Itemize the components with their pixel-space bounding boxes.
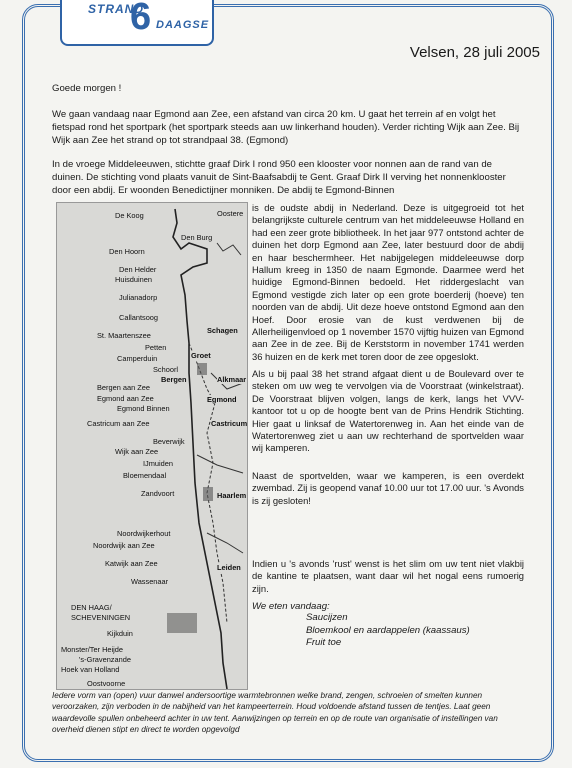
- logo-word-daagse: DAAGSE: [156, 19, 210, 31]
- map-place: Castricum aan Zee: [87, 419, 150, 428]
- map-place: Bloemendaal: [123, 471, 167, 480]
- tent-advice-paragraph: Indien u 's avonds 'rust' wenst is het slim om uw tent niet vlakbij de kantine te plaatsen, want daar wil het nogal eens rumoerig zijn.: [252, 558, 524, 594]
- map-place: 's-Gravenzande: [79, 655, 131, 664]
- map-place: Egmond: [207, 395, 237, 404]
- map-place: Petten: [145, 343, 167, 352]
- directions-paragraph: Als u bij paal 38 het strand afgaat dient u de Boulevard over te steken om uw weg te vervolgen via de Voorstraat (winkelstraat). De Voorstraat blijven volgen, langs de kerk, langs het VVV-kantoor tot u op de hoogte bent van de Prins Hendrik Stichting. Hier gaat u linksaf de Watertorenweg in. Aan het einde van de Watertorenweg ziet u aan uw rechterhand de sportvelden waar wij kamperen.: [252, 368, 524, 454]
- city-block-haarlem: [203, 487, 213, 501]
- safety-notice: Iedere vorm van (open) vuur danwel andersoortige warmtebronnen welke brand, zengen, schroeien of smelten kunnen veroorzaken, zijn verboden in de nabijheid van het kampeerterrein. Houd voldoende afstand tussen de tentjes. Laat geen waardevolle spullen onbeheerd achter in uw tent. Aanwijzingen op terrein en op de route van organisatie of instellingen van overheid dienen stipt en direct te worden opgevolgd: [52, 691, 498, 734]
- city-block-alkmaar: [197, 363, 207, 375]
- map-place: Den Helder: [119, 265, 157, 274]
- menu-list: [306, 612, 470, 650]
- map-place: Callantsoog: [119, 313, 159, 322]
- map-place: Camperduin: [117, 354, 158, 363]
- city-block-den-haag: [167, 613, 197, 633]
- map-place: Bergen aan Zee: [97, 383, 151, 392]
- map-place: Haarlem: [217, 491, 247, 500]
- map-place: Oostere: [217, 209, 244, 218]
- map-place: Oostvoorne: [87, 679, 126, 688]
- map-place: Egmond aan Zee: [97, 394, 154, 403]
- swimming-pool-paragraph: Naast de sportvelden, waar we kamperen, is een overdekt zwembad. Zij is geopend vanaf 10.00 uur tot 17.00 uur. 's Avonds is zij gesloten!: [252, 470, 524, 506]
- map-place: Den Hoorn: [109, 247, 145, 256]
- coast-route-map: [56, 202, 248, 690]
- map-place: SCHEVENINGEN: [71, 613, 131, 622]
- letter-date: Velsen, 28 juli 2005: [409, 44, 540, 61]
- map-place: Schagen: [207, 326, 238, 335]
- map-place: Hoek van Holland: [61, 665, 120, 674]
- logo: [60, 0, 214, 46]
- island-road: [217, 243, 241, 255]
- inland-road-south: [207, 533, 243, 553]
- route-intro-paragraph: We gaan vandaag naar Egmond aan Zee, een afstand van circa 20 km. U gaat het terrein af en volgt het fietspad rond het sportpark (het sportpark steeds aan uw linkerhand houden). Verder richting Wijk aan Zee. Bij Wijk aan Zee het strand op tot strandpaal 38. (Egmond): [52, 109, 520, 146]
- map-place: Katwijk aan Zee: [105, 559, 158, 568]
- map-place: Egmond Binnen: [117, 404, 170, 413]
- menu-item: Bloemkool en aardappelen (kaassaus): [306, 624, 470, 636]
- map-place: DEN HAAG/: [71, 603, 112, 612]
- map-place: IJmuiden: [143, 459, 173, 468]
- map-place: St. Maartenszee: [97, 331, 151, 340]
- history-paragraph: In de vroege Middeleeuwen, stichtte graaf Dirk I rond 950 een klooster voor nonnen aan de rand van de duinen. De stichting vond plaats vanuit de Sint-Baafsabdij te Gent. Graaf Dirk II verving het nonnenklooster door een abdij. Er woonden Benedictijner monniken. De abdij te Egmond-Binnen: [52, 159, 506, 196]
- menu-item: Saucijzen: [306, 612, 348, 623]
- map-place: Zandvoort: [141, 489, 175, 498]
- abbey-history-paragraph: is de oudste abdij in Nederland. Deze is uitgegroeid tot het belangrijkste culturele centrum van het middeleeuwse Holland en had een zeer grote bibliotheek. In het jaar 977 ontstond achter de duinen het dorp Egmond aan Zee, later bestuurd door de abdij en haar beschermheer. Het nabijgelegen middeleeuwse dorp Hallum kreeg in 1350 de naam Egmonde. Daarmee werd het huidige Egmond-Binnen bedoeld. Het riddergeslacht van Egmond vestigde zich later op een grote boerderij (hoeve) ten noorden van de abdij. Uit deze hoeve ontstond Egmond aan den Hoef. Door erosie van de kust verdwenen bij de Allerheiligenvloed op 1 november 1570 vijftig huizen van Egmond aan Zee in de zee. Bij de Kerststorm in november 1741 werden 36 huizen en de kerk met toren door de zee opgeslokt.: [252, 202, 524, 362]
- map-place: Wassenaar: [131, 577, 169, 586]
- map-place: Noordwijk aan Zee: [93, 541, 155, 550]
- map-place: Alkmaar: [217, 375, 247, 384]
- map-place: Schoorl: [153, 365, 179, 374]
- map-place: Huisduinen: [115, 275, 152, 284]
- menu-item: Fruit toe: [306, 637, 342, 649]
- map-place: Leiden: [217, 563, 241, 572]
- map-place: Wijk aan Zee: [115, 447, 159, 456]
- map-place: De Koog: [115, 211, 144, 220]
- map-place: Groet: [191, 351, 211, 360]
- map-place: Castricum: [211, 419, 248, 428]
- map-place: Monster/Ter Heijde: [61, 645, 124, 654]
- map-place: Den Burg: [181, 233, 213, 242]
- menu-heading: We eten vandaag:: [252, 601, 330, 612]
- map-place: Noordwijkerhout: [117, 529, 171, 538]
- inland-road-middle: [197, 455, 243, 473]
- map-place: Bergen: [161, 375, 187, 384]
- map-place: Kijkduin: [107, 629, 133, 638]
- map-place: Beverwijk: [153, 437, 185, 446]
- logo-numeral: 6: [130, 0, 152, 38]
- greeting: Goede morgen !: [52, 83, 122, 94]
- map-place: Julianadorp: [119, 293, 158, 302]
- logo-word-strand: STRAND: [88, 2, 144, 16]
